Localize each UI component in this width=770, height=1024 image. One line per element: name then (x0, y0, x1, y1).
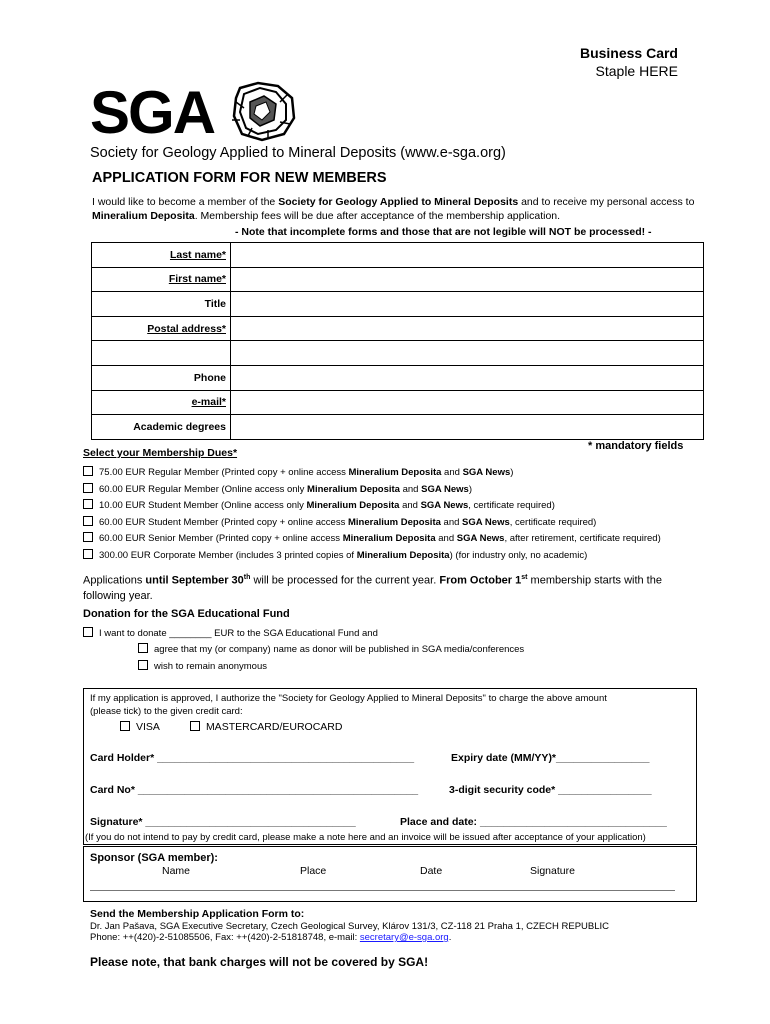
form-title: APPLICATION FORM FOR NEW MEMBERS (92, 170, 387, 186)
dues-option: 75.00 EUR Regular Member (Printed copy + online access Mineralium Deposita and SGA News) (83, 465, 661, 482)
personal-field-label: e-mail* (92, 390, 231, 415)
signature-field[interactable]: Signature* ____________________________________ (90, 816, 356, 828)
sponsor-name-label: Name (162, 865, 191, 877)
personal-field-input[interactable] (231, 267, 704, 292)
personal-field-label: Title (92, 292, 231, 317)
applications-note: Applications until September 30th will be processed for the current year. From October 1st membership starts with the following year. (83, 574, 662, 602)
personal-field-row (92, 316, 704, 341)
dues-option: 60.00 EUR Regular Member (Online access only Mineralium Deposita and SGA News) (83, 482, 661, 499)
card-number-field[interactable]: Card No* ________________________________________________ (90, 784, 419, 796)
donation-option-anonymous: wish to remain anonymous (138, 660, 267, 672)
personal-field-label (92, 341, 231, 366)
anonymous-checkbox[interactable] (138, 660, 148, 670)
personal-field-label: Last name* (92, 243, 231, 268)
dues-checkbox[interactable] (83, 483, 93, 493)
dues-checkbox[interactable] (83, 466, 93, 476)
dues-title: Select your Membership Dues* (83, 447, 238, 459)
personal-field-input[interactable] (231, 390, 704, 415)
personal-field-input[interactable] (231, 316, 704, 341)
dues-option: 300.00 EUR Corporate Member (includes 3 printed copies of Mineralium Deposita) (for industry only, no academic) (83, 548, 661, 565)
send-address: Dr. Jan Pašava, SGA Executive Secretary, Czech Geological Survey, Klárov 131/3, CZ-118 21 Praha 1, CZECH REPUBLIC (90, 921, 610, 932)
business-card-label: Business Card (579, 45, 678, 61)
personal-field-input[interactable] (231, 415, 704, 440)
dues-checkbox[interactable] (83, 499, 93, 509)
business-card-note (580, 44, 678, 80)
invoice-note: (If you do not intend to pay by credit card, please make a note here and an invoice will be issued after acceptance of your application) (85, 832, 646, 843)
intro-text: I would like to become a member of the Society for Geology Applied to Mineral Deposits and to receive my personal access to Mineralium Deposita. Membership fees will be due after acceptance of the membership application. (92, 196, 695, 222)
dues-option: 10.00 EUR Student Member (Online access only Mineralium Deposita and SGA News, certificate required) (83, 498, 661, 515)
bank-charges-note: Please note, that bank charges will not be covered by SGA! (90, 955, 429, 969)
sga-logo-text: SGA (90, 79, 215, 146)
visa-checkbox[interactable] (120, 721, 130, 731)
donate-checkbox[interactable] (83, 627, 93, 637)
donation-option-publish: agree that my (or company) name as donor will be published in SGA media/conferences (138, 643, 524, 655)
donation-line: I want to donate ________ EUR to the SGA Educational Fund and (83, 627, 378, 639)
personal-field-input[interactable] (231, 365, 704, 390)
email-link[interactable]: secretary@e-sga.org (359, 932, 449, 943)
staple-label: Staple HERE (595, 63, 678, 79)
dues-checkbox[interactable] (83, 549, 93, 559)
sponsor-date-label: Date (420, 865, 443, 877)
sponsor-title: Sponsor (SGA member): (90, 852, 218, 864)
expiry-field[interactable]: Expiry date (MM/YY)*________________ (451, 752, 650, 764)
personal-field-label: First name* (92, 267, 231, 292)
sponsor-place-label: Place (300, 865, 327, 877)
personal-field-row (92, 341, 704, 366)
donation-title: Donation for the SGA Educational Fund (83, 608, 290, 620)
personal-field-row (92, 267, 704, 292)
mastercard-checkbox[interactable] (190, 721, 200, 731)
payment-authorization: If my application is approved, I authorize the "Society for Geology Applied to Mineral Deposits" to charge the above amount (please tick) to the given credit card: (90, 693, 607, 717)
send-title: Send the Membership Application Form to: (90, 908, 305, 920)
incomplete-note: - Note that incomplete forms and those that are not legible will NOT be processed! - (235, 226, 652, 238)
dues-option: 60.00 EUR Senior Member (Printed copy + online access Mineralium Deposita and SGA News, after retirement, certificate required) (83, 531, 661, 548)
dues-checkbox[interactable] (83, 532, 93, 542)
society-name: Society for Geology Applied to Mineral Deposits (www.e-sga.org) (90, 145, 506, 161)
card-holder-field[interactable]: Card Holder* ____________________________________________ (90, 752, 415, 764)
personal-field-row (92, 243, 704, 268)
crystal-logo-icon (228, 80, 298, 142)
personal-field-input[interactable] (231, 292, 704, 317)
personal-field-input[interactable] (231, 243, 704, 268)
publish-checkbox[interactable] (138, 643, 148, 653)
personal-field-label: Postal address* (92, 316, 231, 341)
dues-list (83, 465, 661, 565)
place-date-field[interactable]: Place and date: ________________________________ (400, 816, 667, 828)
personal-field-row (92, 390, 704, 415)
personal-field-label: Phone (92, 365, 231, 390)
card-type-choice: VISA MASTERCARD/EUROCARD (120, 721, 342, 733)
dues-checkbox[interactable] (83, 516, 93, 526)
dues-option: 60.00 EUR Student Member (Printed copy + online access Mineralium Deposita and SGA News, certificate required) (83, 515, 661, 532)
sponsor-line[interactable] (90, 890, 675, 891)
send-contact: Phone: ++(420)-2-51085506, Fax: ++(420)-2-51818748, e-mail: secretary@e-sga.org. (90, 932, 452, 943)
personal-data-table (91, 242, 704, 440)
personal-field-input[interactable] (231, 341, 704, 366)
sponsor-signature-label: Signature (530, 865, 575, 877)
personal-field-label: Academic degrees (92, 415, 231, 440)
personal-field-row (92, 292, 704, 317)
security-code-field[interactable]: 3-digit security code* ________________ (449, 784, 652, 796)
mandatory-note: * mandatory fields (588, 440, 684, 452)
personal-field-row (92, 415, 704, 440)
personal-field-row (92, 365, 704, 390)
